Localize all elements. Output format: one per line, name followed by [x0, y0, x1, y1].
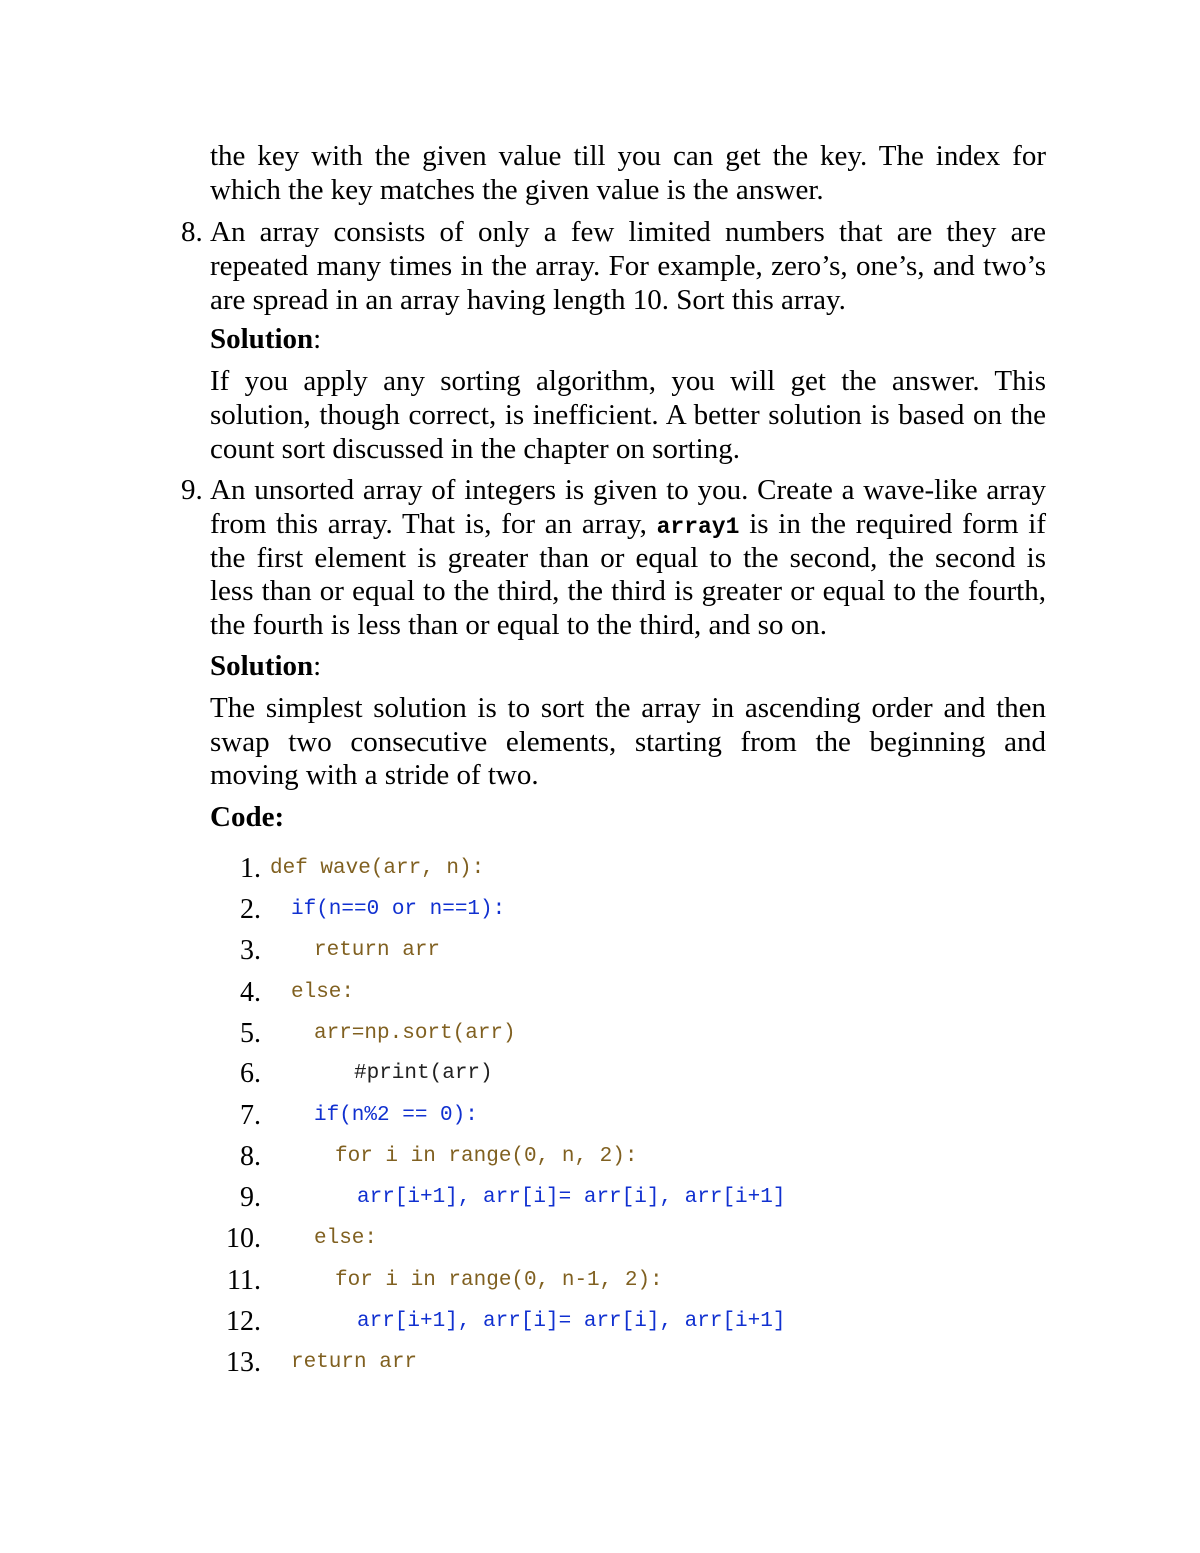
solution-colon: :: [313, 323, 322, 355]
inline-code-array1: array1: [656, 514, 740, 540]
code-line: #print(arr): [354, 1062, 493, 1085]
code-line: else:: [314, 1227, 378, 1250]
intro-line-2: which the key matches the given value is the answer.: [210, 174, 824, 206]
question-9-solution-line-3: moving with a stride of two.: [210, 759, 539, 791]
code-line: if(n==0 or n==1):: [291, 898, 506, 921]
code-line: for i in range(0, n-1, 2):: [335, 1269, 663, 1292]
question-9-line-2-post: is in the required form if: [749, 508, 1047, 540]
code-line: arr[i+1], arr[i]= arr[i], arr[i+1]: [357, 1310, 786, 1333]
code-line: for i in range(0, n, 2):: [335, 1145, 638, 1168]
code-line-number: 7.: [240, 1100, 261, 1131]
question-9-line-3: the first element is greater than or equal to the second, the second is: [210, 542, 1046, 574]
question-9-line-2: [210, 507, 1046, 544]
code-line-number: 8.: [240, 1141, 261, 1172]
code-line: arr=np.sort(arr): [314, 1022, 516, 1045]
question-9-line-2-pre: from this array. That is, for an array,: [210, 508, 647, 540]
question-8-solution-heading: [210, 322, 321, 356]
code-line-number: 11.: [227, 1265, 261, 1296]
solution-colon: :: [313, 650, 322, 682]
code-line: return arr: [314, 939, 441, 962]
question-8-line-2: repeated many times in the array. For example, zero’s, one’s, and two’s: [210, 250, 1046, 282]
code-line-number: 4.: [240, 977, 261, 1008]
question-8-solution-line-1: If you apply any sorting algorithm, you will get the answer. This: [210, 365, 1046, 397]
question-9-line-1: An unsorted array of integers is given to you. Create a wave-like array: [210, 474, 1046, 506]
question-8-solution-line-2: solution, though correct, is inefficient. A better solution is based on the: [210, 399, 1046, 431]
code-line-number: 13.: [226, 1347, 261, 1378]
code-line: def wave(arr, n):: [270, 857, 485, 880]
code-line: arr[i+1], arr[i]= arr[i], arr[i+1]: [357, 1186, 786, 1209]
code-line-number: 6.: [240, 1058, 261, 1089]
code-line-number: 12.: [226, 1306, 261, 1337]
code-line-number: 9.: [240, 1182, 261, 1213]
solution-label: Solution: [210, 323, 314, 355]
solution-label: Solution: [210, 650, 314, 682]
question-9-line-5: the fourth is less than or equal to the third, and so on.: [210, 609, 827, 641]
question-9-solution-heading: [210, 649, 321, 683]
code-line: if(n%2 == 0):: [314, 1104, 478, 1127]
question-8-solution-line-3: count sort discussed in the chapter on sorting.: [210, 433, 740, 465]
code-line-number: 1.: [240, 853, 261, 884]
code-line-number: 3.: [240, 935, 261, 966]
question-8-line-1: An array consists of only a few limited numbers that are they are: [210, 216, 1046, 248]
question-8-number: 8.: [181, 216, 203, 248]
question-9-solution-line-1: The simplest solution is to sort the array in ascending order and then: [210, 692, 1046, 724]
code-line: return arr: [291, 1351, 418, 1374]
code-line: else:: [291, 981, 355, 1004]
code-line-number: 5.: [240, 1018, 261, 1049]
code-line-number: 2.: [240, 894, 261, 925]
question-9-number: 9.: [181, 474, 203, 506]
question-8-line-3: are spread in an array having length 10. Sort this array.: [210, 284, 846, 316]
question-9-line-4: less than or equal to the third, the third is greater or equal to the fourth,: [210, 575, 1046, 607]
intro-line-1: the key with the given value till you can get the key. The index for: [210, 140, 1046, 172]
code-heading: Code:: [210, 801, 285, 833]
code-line-number: 10.: [226, 1223, 261, 1254]
question-9-solution-line-2: swap two consecutive elements, starting from the beginning and: [210, 726, 1046, 758]
